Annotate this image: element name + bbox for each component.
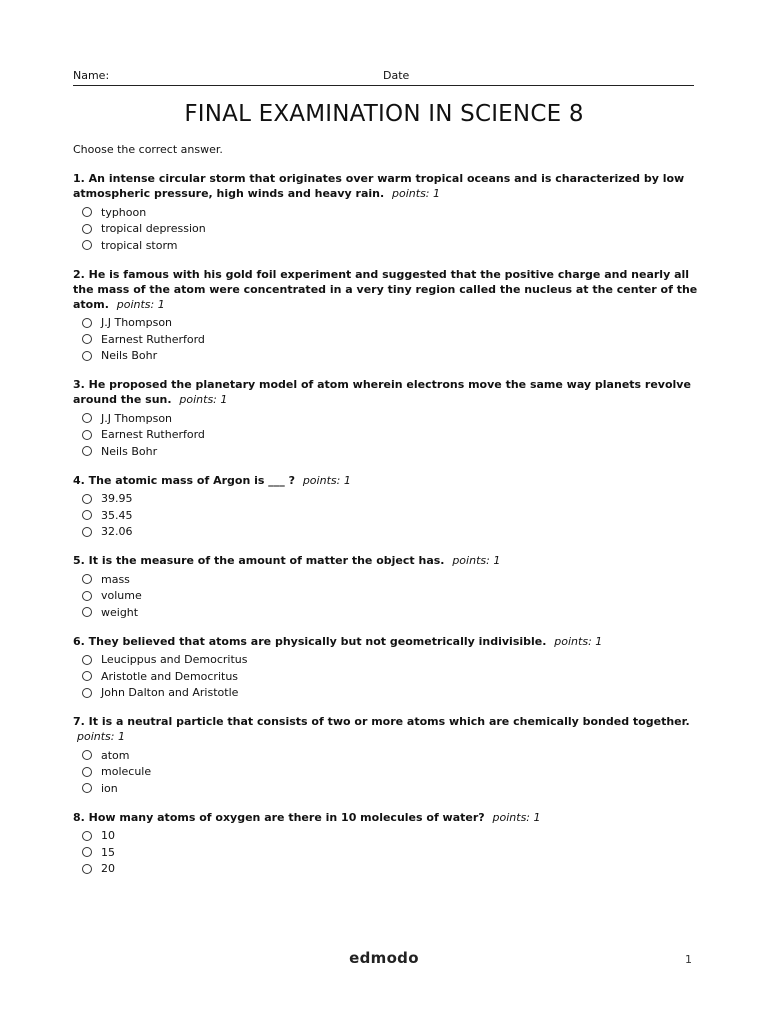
answer-options bbox=[73, 747, 698, 797]
question-2 bbox=[73, 267, 698, 365]
date-label: Date bbox=[383, 69, 410, 82]
question-text bbox=[73, 810, 698, 825]
answer-option-label: Aristotle and Democritus bbox=[101, 669, 239, 683]
answer-option[interactable] bbox=[82, 668, 698, 685]
answer-option-label: 10 bbox=[101, 829, 115, 843]
question-prompt: 7. It is a neutral particle that consists of two or more atoms which are chemically bonded together. bbox=[73, 715, 690, 728]
answer-option-label: typhoon bbox=[101, 205, 147, 219]
answer-option[interactable] bbox=[82, 443, 698, 460]
radio-button-icon[interactable] bbox=[82, 446, 92, 456]
answer-option-label: atom bbox=[101, 748, 130, 762]
answer-option[interactable] bbox=[82, 780, 698, 797]
points-label: points: 1 bbox=[554, 634, 603, 648]
answer-option-label: Neils Bohr bbox=[101, 349, 158, 363]
radio-button-icon[interactable] bbox=[82, 351, 92, 361]
answer-options bbox=[73, 204, 698, 254]
answer-option-label: Earnest Rutherford bbox=[101, 428, 205, 442]
answer-option[interactable] bbox=[82, 685, 698, 702]
answer-option[interactable] bbox=[82, 348, 698, 365]
answer-option[interactable] bbox=[82, 331, 698, 348]
answer-option-label: 20 bbox=[101, 862, 115, 876]
answer-option[interactable] bbox=[82, 844, 698, 861]
answer-option-label: mass bbox=[101, 572, 130, 586]
question-1 bbox=[73, 171, 698, 254]
question-6 bbox=[73, 634, 698, 702]
answer-option[interactable] bbox=[82, 507, 698, 524]
page-number: 1 bbox=[685, 953, 692, 966]
question-prompt: 6. They believed that atoms are physically but not geometrically indivisible. bbox=[73, 634, 547, 648]
answer-option[interactable] bbox=[82, 204, 698, 221]
question-text bbox=[73, 171, 698, 201]
answer-option[interactable] bbox=[82, 588, 698, 605]
points-label: points: 1 bbox=[302, 473, 351, 487]
question-text bbox=[73, 714, 698, 744]
header-row bbox=[73, 69, 694, 86]
radio-button-icon[interactable] bbox=[82, 831, 92, 841]
answer-option[interactable] bbox=[82, 427, 698, 444]
answer-option[interactable] bbox=[82, 861, 698, 878]
radio-button-icon[interactable] bbox=[82, 510, 92, 520]
question-3 bbox=[73, 377, 698, 460]
question-prompt: 5. It is the measure of the amount of matter the object has. bbox=[73, 554, 445, 567]
answer-options bbox=[73, 315, 698, 365]
question-text bbox=[73, 553, 698, 568]
edmodo-logo: edmodo bbox=[349, 949, 419, 967]
question-prompt: 3. He proposed the planetary model of atom wherein electrons move the same way planets revolve around the sun. bbox=[73, 378, 691, 406]
radio-button-icon[interactable] bbox=[82, 574, 92, 584]
answer-option[interactable] bbox=[82, 315, 698, 332]
radio-button-icon[interactable] bbox=[82, 671, 92, 681]
answer-option-label: molecule bbox=[101, 765, 152, 779]
question-7 bbox=[73, 714, 698, 797]
radio-button-icon[interactable] bbox=[82, 494, 92, 504]
answer-options bbox=[73, 571, 698, 621]
answer-option-label: John Dalton and Aristotle bbox=[101, 686, 239, 700]
answer-options bbox=[73, 491, 698, 541]
radio-button-icon[interactable] bbox=[82, 224, 92, 234]
radio-button-icon[interactable] bbox=[82, 655, 92, 665]
answer-options bbox=[73, 652, 698, 702]
answer-option[interactable] bbox=[82, 747, 698, 764]
radio-button-icon[interactable] bbox=[82, 847, 92, 857]
instructions: Choose the correct answer. bbox=[73, 143, 223, 156]
answer-option-label: 32.06 bbox=[101, 525, 133, 539]
answer-option-label: tropical depression bbox=[101, 222, 206, 236]
answer-option[interactable] bbox=[82, 571, 698, 588]
radio-button-icon[interactable] bbox=[82, 413, 92, 423]
points-label: points: 1 bbox=[179, 393, 228, 406]
answer-option-label: Earnest Rutherford bbox=[101, 332, 205, 346]
question-list bbox=[73, 171, 698, 890]
question-5 bbox=[73, 553, 698, 621]
question-text bbox=[73, 473, 698, 488]
radio-button-icon[interactable] bbox=[82, 430, 92, 440]
answer-option-label: J.J Thompson bbox=[101, 316, 173, 330]
answer-options bbox=[73, 828, 698, 878]
answer-option-label: weight bbox=[101, 605, 139, 619]
answer-option-label: tropical storm bbox=[101, 238, 178, 252]
answer-option[interactable] bbox=[82, 604, 698, 621]
radio-button-icon[interactable] bbox=[82, 750, 92, 760]
question-8 bbox=[73, 810, 698, 878]
answer-option[interactable] bbox=[82, 764, 698, 781]
radio-button-icon[interactable] bbox=[82, 334, 92, 344]
answer-option-label: 39.95 bbox=[101, 492, 133, 506]
question-text bbox=[73, 377, 698, 407]
answer-option-label: volume bbox=[101, 589, 142, 603]
question-text bbox=[73, 267, 698, 312]
radio-button-icon[interactable] bbox=[82, 767, 92, 777]
radio-button-icon[interactable] bbox=[82, 688, 92, 698]
answer-option-label: 15 bbox=[101, 845, 115, 859]
radio-button-icon[interactable] bbox=[82, 783, 92, 793]
radio-button-icon[interactable] bbox=[82, 207, 92, 217]
question-text bbox=[73, 634, 698, 649]
points-label: points: 1 bbox=[392, 187, 441, 200]
name-label: Name: bbox=[73, 69, 110, 82]
page-title: FINAL EXAMINATION IN SCIENCE 8 bbox=[184, 101, 584, 127]
points-label: points: 1 bbox=[116, 297, 165, 311]
answer-option[interactable] bbox=[82, 652, 698, 669]
question-prompt: 1. An intense circular storm that originates over warm tropical oceans and is characterized by low atmospheric pressure, high winds and heavy rain. bbox=[73, 172, 685, 200]
radio-button-icon[interactable] bbox=[82, 591, 92, 601]
question-4 bbox=[73, 473, 698, 541]
radio-button-icon[interactable] bbox=[82, 527, 92, 537]
radio-button-icon[interactable] bbox=[82, 864, 92, 874]
answer-option[interactable] bbox=[82, 237, 698, 254]
question-prompt: 2. He is famous with his gold foil experiment and suggested that the positive charge and nearly all the mass of the atom were concentrated in a very tiny region called the nucleus at the center of the atom. bbox=[73, 267, 698, 311]
points-label: points: 1 bbox=[77, 730, 125, 743]
radio-button-icon[interactable] bbox=[82, 607, 92, 617]
radio-button-icon[interactable] bbox=[82, 240, 92, 250]
answer-option-label: 35.45 bbox=[101, 508, 133, 522]
answer-option[interactable] bbox=[82, 221, 698, 238]
answer-option-label: ion bbox=[101, 781, 118, 795]
question-prompt: 4. The atomic mass of Argon is ___ ? bbox=[73, 473, 295, 487]
answer-option[interactable] bbox=[82, 410, 698, 427]
answer-option[interactable] bbox=[82, 491, 698, 508]
answer-option-label: Leucippus and Democritus bbox=[101, 653, 248, 667]
question-prompt: 8. How many atoms of oxygen are there in 10 molecules of water? bbox=[73, 810, 485, 824]
answer-option-label: Neils Bohr bbox=[101, 444, 158, 458]
answer-options bbox=[73, 410, 698, 460]
answer-option[interactable] bbox=[82, 828, 698, 845]
points-label: points: 1 bbox=[452, 554, 501, 567]
points-label: points: 1 bbox=[492, 810, 541, 824]
radio-button-icon[interactable] bbox=[82, 318, 92, 328]
answer-option[interactable] bbox=[82, 524, 698, 541]
answer-option-label: J.J Thompson bbox=[101, 411, 173, 425]
